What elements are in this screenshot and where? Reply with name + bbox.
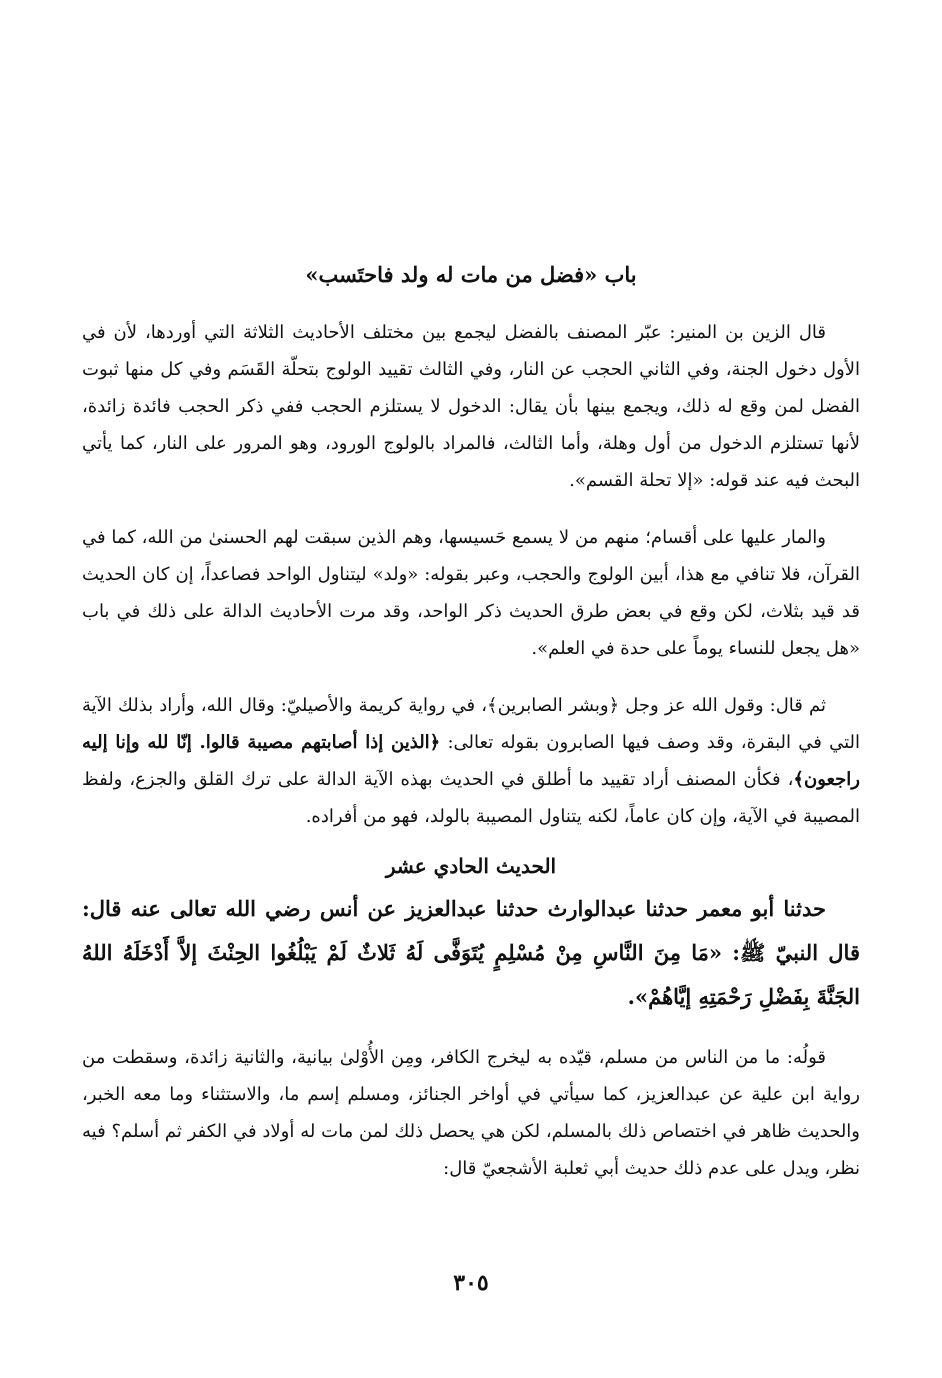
paragraph-zain-ibn-munir: قال الزين بن المنير: عبّر المصنف بالفضل ليجمع بين مختلف الأحاديث الثلاثة التي أوردها، لأن في الأول دخول الجنة، وفي الثاني الحجب عن النار، وفي الثالث تقييد الولوج بتحلّة القَسَم وفي كل منها ثبوت الفضل لمن وقع له ذلك، ويجمع بينها بأن يقال: الدخول لا يستلزم الحجب ففي ذكر الحجب فائدة زائدة، لأنها تستلزم الدخول من أول وهلة، وأما الثالث، فالمراد بالولوج الورود، وهو المرور على النار، كما يأتي البحث فيه عند قوله: «إلا تحلة القسم».	[82, 322, 861, 491]
quran-quote: ﴿الذين إذا أصابتهم مصيبة قالوا. إنّا لله وإنا إليه راجعون﴾	[82, 732, 860, 790]
hadith-heading: الحديث الحادي عشر	[385, 854, 557, 878]
paragraph-passers-categories: والمار عليها على أقسام؛ منهم من لا يسمع حَسيسها، وهم الذين سبقت لهم الحسنىٰ من الله، كما في القرآن، فلا تنافي مع هذا، أبين الولوج والحجب، وعبر بقوله: «ولد» ليتناول الواحد فصاعداً، إن كان الحديث قد قيد بثلاث، لكن وقع في بعض طرق الحديث ذكر الواحد، وقد مرت الأحاديث الدالة على ذلك في باب «هل يجعل للنساء يوماً على حدة في العلم».	[82, 527, 860, 659]
paragraph-quran-verse	[82, 687, 860, 835]
chapter-title: باب «فضل من مات له ولد فاحتَسب»	[305, 262, 637, 287]
paragraph-quran-verse-commentary: ، فكأن المصنف أراد تقييد ما أطلق في الحديث بهذه الآية الدالة على ترك القلق والجزع، ولفظ المصيبة في الآية، وإن كان عاماً، لكنه يتناول المصيبة بالولد، فهو من أفراده.	[82, 769, 860, 827]
paragraph-commentary: قولُه: ما من الناس من مسلم، قيّده به ليخرج الكافر، ومِن الأُوْلىٰ بيانية، والثانية زائدة، وسقطت من رواية ابن علية عن عبدالعزيز، كما سيأتي في أواخر الجنائز، ومسلم إسم ما، والاستثناء وما معه الخبر، والحديث ظاهر في اختصاص ذلك بالمسلم، لكن هي يحصل ذلك لمن مات له أولاد في الكفر ثم أسلم؟ فيه نظر، ويدل على عدم ذلك حديث أبي ثعلبة الأشجعيّ قال:	[82, 1047, 860, 1179]
page-number: ٣٠٥	[453, 1270, 489, 1296]
paragraph-quran-verse-intro: ثم قال: وقول الله عز وجل ﴿وبشر الصابرين﴾، في رواية كريمة والأصيليّ: وقال الله، وأراد بذلك الآية التي في البقرة، وقد وصف فيها الصابرون بقوله تعالى:	[82, 695, 860, 753]
hadith-text: حدثنا أبو معمر حدثنا عبدالوارث حدثنا عبدالعزيز عن أنس رضي الله تعالى عنه قال: قال النبيّ ﷺ: «مَا مِنَ النَّاسِ مِنْ مُسْلِمٍ يُتَوَفَّى لَهُ ثَلاثٌ لَمْ يَبْلُغُوا الحِنْثَ إلاَّ أَدْخَلَهُ اللهُ الجَنَّةَ بِفَضْلِ رَحْمَتِهِ إيَّاهُمْ».	[82, 896, 860, 1009]
